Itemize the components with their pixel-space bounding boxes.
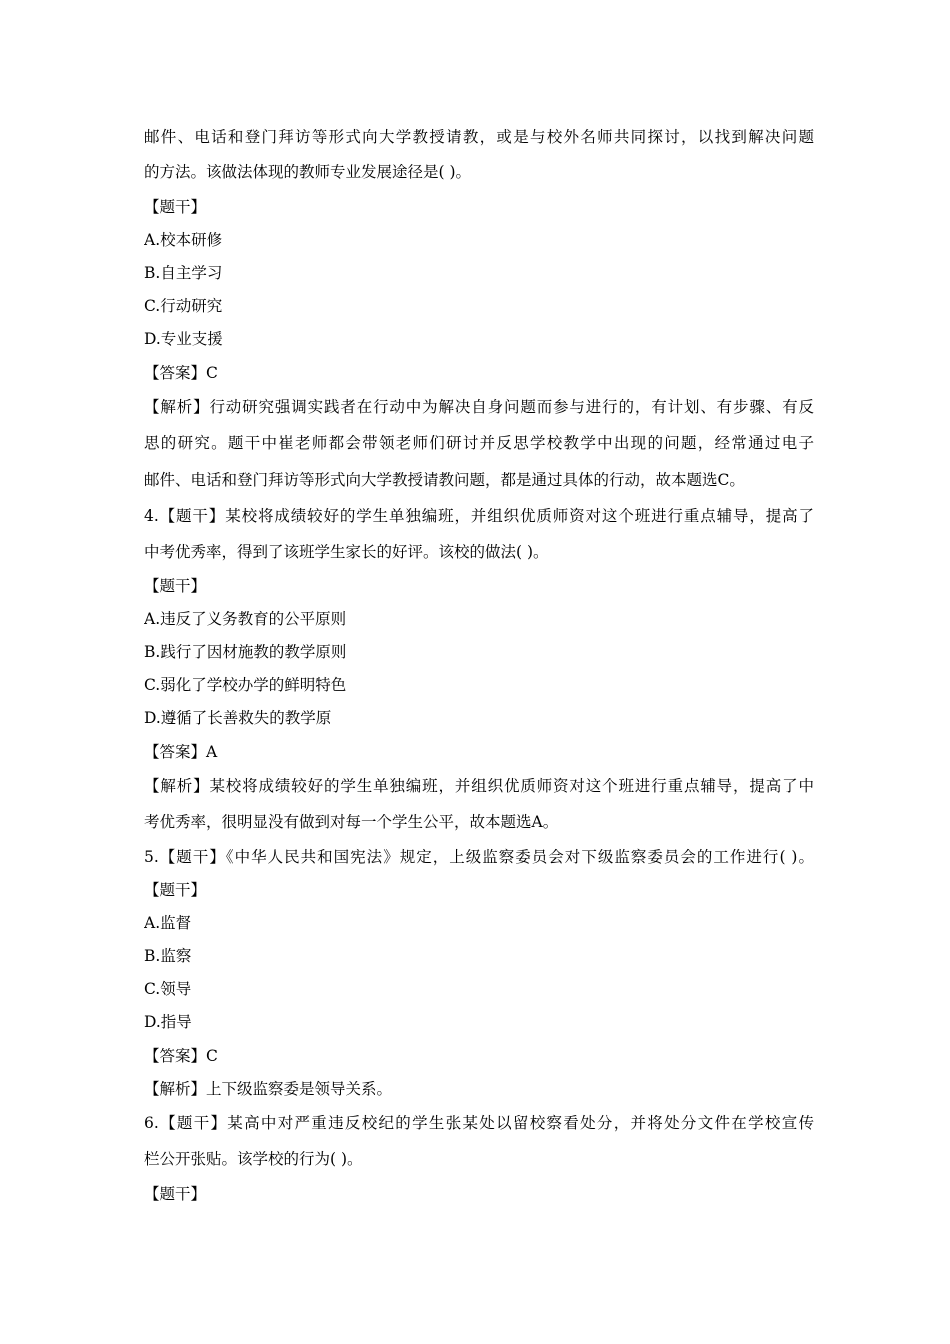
analysis-line: 邮件、电话和登门拜访等形式向大学教授请教问题，都是通过具体的行动，故本题选C。 [144, 471, 745, 489]
analysis-line: 思的研究。题干中崔老师都会带领老师们研讨并反思学校教学中出现的问题，经常通过电子 [144, 434, 814, 452]
option-b: B.自主学习 [144, 264, 223, 282]
option-c: C.领导 [144, 980, 192, 998]
analysis-line: 【解析】上下级监察委是领导关系。 [144, 1080, 393, 1098]
answer-line: 【答案】A [144, 743, 218, 761]
question-4-stem: 中考优秀率，得到了该班学生家长的好评。该校的做法( )。 [144, 543, 549, 561]
question-5-stem: 5.【题干】《中华人民共和国宪法》规定，上级监察委员会对下级监察委员会的工作进行( )。 [144, 848, 814, 866]
option-b: B.监察 [144, 947, 192, 965]
option-d: D.遵循了长善救失的教学原 [144, 709, 332, 727]
stem-label: 【题干】 [144, 881, 207, 899]
option-a: A.违反了义务教育的公平原则 [144, 610, 347, 628]
stem-label: 【题干】 [144, 577, 207, 595]
question-4-stem: 4.【题干】某校将成绩较好的学生单独编班，并组织优质师资对这个班进行重点辅导，提高了 [144, 507, 814, 525]
text-line: 的方法。该做法体现的教师专业发展途径是( )。 [144, 163, 472, 181]
question-6-stem: 6.【题干】某高中对严重违反校纪的学生张某处以留校察看处分，并将处分文件在学校宣传 [144, 1114, 814, 1132]
option-a: A.校本研修 [144, 231, 223, 249]
analysis-line: 【解析】某校将成绩较好的学生单独编班，并组织优质师资对这个班进行重点辅导，提高了中 [144, 777, 814, 795]
option-b: B.践行了因材施教的教学原则 [144, 643, 347, 661]
question-6-stem: 栏公开张贴。该学校的行为( )。 [144, 1150, 363, 1168]
option-c: C.行动研究 [144, 297, 223, 315]
analysis-line: 考优秀率，很明显没有做到对每一个学生公平，故本题选A。 [144, 813, 559, 831]
answer-line: 【答案】C [144, 364, 218, 382]
analysis-line: 【解析】行动研究强调实践者在行动中为解决自身问题而参与进行的，有计划、有步骤、有反 [144, 398, 814, 416]
stem-label: 【题干】 [144, 198, 207, 216]
answer-line: 【答案】C [144, 1047, 218, 1065]
option-a: A.监督 [144, 914, 192, 932]
text-line: 邮件、电话和登门拜访等形式向大学教授请教，或是与校外名师共同探讨，以找到解决问题 [144, 128, 814, 146]
option-d: D.专业支援 [144, 330, 223, 348]
option-d: D.指导 [144, 1013, 192, 1031]
stem-label: 【题干】 [144, 1185, 207, 1203]
option-c: C.弱化了学校办学的鲜明特色 [144, 676, 347, 694]
